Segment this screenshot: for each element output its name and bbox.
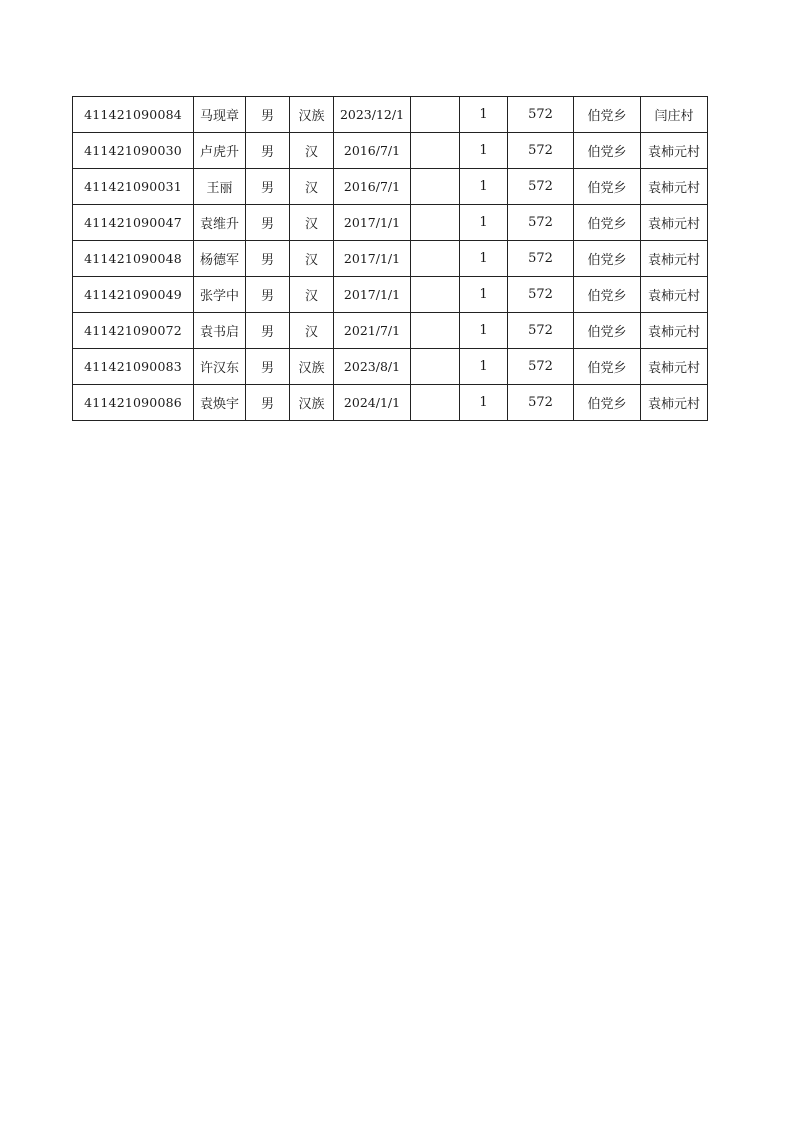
- gender-cell: 男: [246, 313, 290, 349]
- blank-cell: [411, 97, 460, 133]
- amount-cell: 572: [508, 277, 574, 313]
- count-cell: 1: [460, 205, 508, 241]
- table-row: [73, 241, 708, 277]
- count-cell: 1: [460, 277, 508, 313]
- blank-cell: [411, 349, 460, 385]
- ethnicity-cell: 汉: [290, 277, 334, 313]
- gender-cell: 男: [246, 169, 290, 205]
- table-row: [73, 205, 708, 241]
- id-cell: 411421090086: [73, 385, 194, 421]
- count-cell: 1: [460, 349, 508, 385]
- date-cell: 2016/7/1: [334, 169, 411, 205]
- table-row: [73, 97, 708, 133]
- gender-cell: 男: [246, 385, 290, 421]
- ethnicity-cell: 汉: [290, 313, 334, 349]
- date-cell: 2023/8/1: [334, 349, 411, 385]
- village-cell: 袁柿元村: [641, 277, 708, 313]
- ethnicity-cell: 汉: [290, 169, 334, 205]
- table-row: [73, 313, 708, 349]
- gender-cell: 男: [246, 349, 290, 385]
- name-cell: 许汉东: [194, 349, 246, 385]
- count-cell: 1: [460, 313, 508, 349]
- gender-cell: 男: [246, 277, 290, 313]
- id-cell: 411421090072: [73, 313, 194, 349]
- date-cell: 2024/1/1: [334, 385, 411, 421]
- township-cell: 伯党乡: [574, 169, 641, 205]
- township-cell: 伯党乡: [574, 313, 641, 349]
- name-cell: 袁焕宇: [194, 385, 246, 421]
- township-cell: 伯党乡: [574, 205, 641, 241]
- date-cell: 2017/1/1: [334, 277, 411, 313]
- name-cell: 马现章: [194, 97, 246, 133]
- village-cell: 袁柿元村: [641, 205, 708, 241]
- id-cell: 411421090084: [73, 97, 194, 133]
- township-cell: 伯党乡: [574, 385, 641, 421]
- date-cell: 2023/12/1: [334, 97, 411, 133]
- blank-cell: [411, 169, 460, 205]
- blank-cell: [411, 385, 460, 421]
- village-cell: 袁柿元村: [641, 349, 708, 385]
- date-cell: 2021/7/1: [334, 313, 411, 349]
- ethnicity-cell: 汉: [290, 241, 334, 277]
- blank-cell: [411, 205, 460, 241]
- amount-cell: 572: [508, 349, 574, 385]
- id-cell: 411421090048: [73, 241, 194, 277]
- id-cell: 411421090047: [73, 205, 194, 241]
- id-cell: 411421090083: [73, 349, 194, 385]
- date-cell: 2017/1/1: [334, 241, 411, 277]
- blank-cell: [411, 241, 460, 277]
- name-cell: 王丽: [194, 169, 246, 205]
- date-cell: 2017/1/1: [334, 205, 411, 241]
- table-row: [73, 169, 708, 205]
- amount-cell: 572: [508, 205, 574, 241]
- village-cell: 袁柿元村: [641, 385, 708, 421]
- village-cell: 闫庄村: [641, 97, 708, 133]
- township-cell: 伯党乡: [574, 241, 641, 277]
- count-cell: 1: [460, 133, 508, 169]
- count-cell: 1: [460, 169, 508, 205]
- name-cell: 袁维升: [194, 205, 246, 241]
- village-cell: 袁柿元村: [641, 169, 708, 205]
- name-cell: 张学中: [194, 277, 246, 313]
- count-cell: 1: [460, 385, 508, 421]
- gender-cell: 男: [246, 133, 290, 169]
- name-cell: 袁书启: [194, 313, 246, 349]
- ethnicity-cell: 汉族: [290, 97, 334, 133]
- ethnicity-cell: 汉: [290, 133, 334, 169]
- table-row: [73, 349, 708, 385]
- ethnicity-cell: 汉族: [290, 349, 334, 385]
- name-cell: 卢虎升: [194, 133, 246, 169]
- roster-table: [72, 96, 708, 421]
- blank-cell: [411, 133, 460, 169]
- gender-cell: 男: [246, 241, 290, 277]
- id-cell: 411421090049: [73, 277, 194, 313]
- id-cell: 411421090031: [73, 169, 194, 205]
- id-cell: 411421090030: [73, 133, 194, 169]
- blank-cell: [411, 313, 460, 349]
- name-cell: 杨德军: [194, 241, 246, 277]
- date-cell: 2016/7/1: [334, 133, 411, 169]
- amount-cell: 572: [508, 313, 574, 349]
- amount-cell: 572: [508, 385, 574, 421]
- village-cell: 袁柿元村: [641, 241, 708, 277]
- township-cell: 伯党乡: [574, 97, 641, 133]
- gender-cell: 男: [246, 205, 290, 241]
- count-cell: 1: [460, 97, 508, 133]
- amount-cell: 572: [508, 133, 574, 169]
- table-row: [73, 133, 708, 169]
- township-cell: 伯党乡: [574, 349, 641, 385]
- roster-table-body: [73, 97, 708, 421]
- table-row: [73, 277, 708, 313]
- amount-cell: 572: [508, 169, 574, 205]
- amount-cell: 572: [508, 97, 574, 133]
- amount-cell: 572: [508, 241, 574, 277]
- ethnicity-cell: 汉: [290, 205, 334, 241]
- table-row: [73, 385, 708, 421]
- township-cell: 伯党乡: [574, 277, 641, 313]
- village-cell: 袁柿元村: [641, 313, 708, 349]
- village-cell: 袁柿元村: [641, 133, 708, 169]
- gender-cell: 男: [246, 97, 290, 133]
- count-cell: 1: [460, 241, 508, 277]
- township-cell: 伯党乡: [574, 133, 641, 169]
- blank-cell: [411, 277, 460, 313]
- ethnicity-cell: 汉族: [290, 385, 334, 421]
